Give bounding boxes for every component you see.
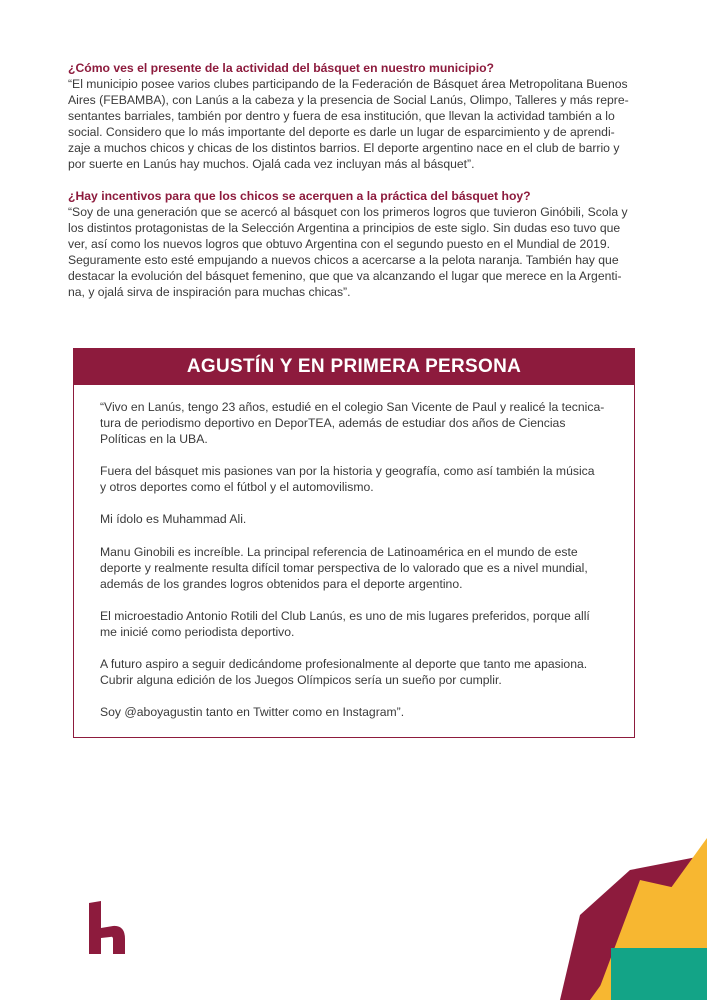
question-heading: ¿Cómo ves el presente de la actividad del básquet en nuestro municipio? — [68, 61, 494, 75]
box-paragraph — [100, 511, 620, 527]
box-line: Fuera del básquet mis pasiones van por la historia y geografía, como así también la música — [100, 464, 595, 479]
answer-line: zaje a muchos chicos y chicas de los distintos barrios. El deporte argentino nace en el club de barrio y — [68, 141, 620, 156]
box-line: me inicié como periodista deportivo. — [100, 624, 295, 639]
answer-line: Aires (FEBAMBA), con Lanús a la cabeza y la presencia de Social Lanús, Olimpo, Talleres y más repre- — [68, 93, 629, 108]
box-line: además de los grandes logros obtenidos para el deporte argentino. — [100, 576, 463, 591]
box-paragraph — [100, 544, 620, 592]
box-title: AGUSTÍN Y EN PRIMERA PERSONA — [74, 349, 634, 385]
answer-line: na, y ojalá sirva de inspiración para muchas chicas”. — [68, 285, 351, 300]
lanus-logo-icon — [88, 901, 126, 955]
box-line: Políticas en la UBA. — [100, 432, 208, 447]
box-body — [100, 399, 620, 736]
qa-section-2 — [68, 188, 643, 301]
box-paragraph — [100, 608, 620, 640]
yellow-shape-left — [595, 880, 707, 1000]
box-paragraph — [100, 704, 620, 720]
answer-line: por suerte en Lanús hay muchos. Ojalá cada vez incluyan más al básquet”. — [68, 157, 475, 172]
box-line: y otros deportes como el fútbol y el automovilismo. — [100, 480, 374, 495]
box-paragraph — [100, 656, 620, 688]
answer-line: “Soy de una generación que se acercó al básquet con los primeros logros que tuvieron Ginóbili, Scola y — [68, 205, 628, 219]
answer-line: Seguramente esto esté empujando a nuevos chicos a acercarse a la pelota naranja. También hay que — [68, 253, 619, 268]
box-paragraph — [100, 399, 620, 447]
maroon-shape — [560, 855, 707, 1000]
answer-line: los distintos protagonistas de la Selección Argentina a principios de este siglo. Sin dudas eso tuvo que — [68, 221, 621, 236]
question-heading: ¿Hay incentivos para que los chicos se acerquen a la práctica del básquet hoy? — [68, 189, 531, 203]
qa-section-1 — [68, 60, 643, 173]
answer-line: ver, así como los nuevos logros que obtuvo Argentina con el segundo puesto en el Mundial de 2019. — [68, 237, 611, 252]
box-line: Soy @aboyagustin tanto en Twitter como en Instagram”. — [100, 705, 405, 720]
box-line: A futuro aspiro a seguir dedicándome profesionalmente al deporte que tanto me apasiona. — [100, 657, 588, 672]
box-line: deporte y realmente resulta difícil tomar perspectiva de lo valorado que es a nivel mundial, — [100, 560, 588, 575]
answer-line: “El municipio posee varios clubes participando de la Federación de Básquet área Metropolitana Buenos — [68, 77, 628, 91]
box-line: El microestadio Antonio Rotili del Club Lanús, es uno de mis lugares preferidos, porque allí — [100, 608, 590, 623]
yellow-shape — [590, 838, 707, 1000]
answer-line: sentantes barriales, también por dentro y fuera de esa institución, que llevan la actividad también a lo — [68, 109, 615, 124]
box-line: tura de periodismo deportivo en DeporTEA, además de estudiar dos años de Ciencias — [100, 416, 566, 431]
first-person-box — [73, 348, 635, 738]
box-line: “Vivo en Lanús, tengo 23 años, estudié en el colegio San Vicente de Paul y realicé la tecnica- — [100, 400, 605, 414]
box-line: Cubrir alguna edición de los Juegos Olímpicos sería un sueño por cumplir. — [100, 673, 502, 688]
box-line: Mi ídolo es Muhammad Ali. — [100, 512, 247, 527]
teal-shape — [611, 948, 707, 1000]
answer-paragraph — [68, 76, 643, 173]
answer-paragraph — [68, 204, 643, 301]
box-paragraph — [100, 463, 620, 495]
box-line: Manu Ginobili es increíble. La principal referencia de Latinoamérica en el mundo de este — [100, 544, 578, 559]
answer-line: destacar la evolución del básquet femenino, que que va alcanzando el lugar que merece en la Argenti- — [68, 269, 622, 284]
answer-line: social. Considero que lo más importante del deporte es darle un lugar de esparcimiento y de aprendi- — [68, 125, 615, 140]
